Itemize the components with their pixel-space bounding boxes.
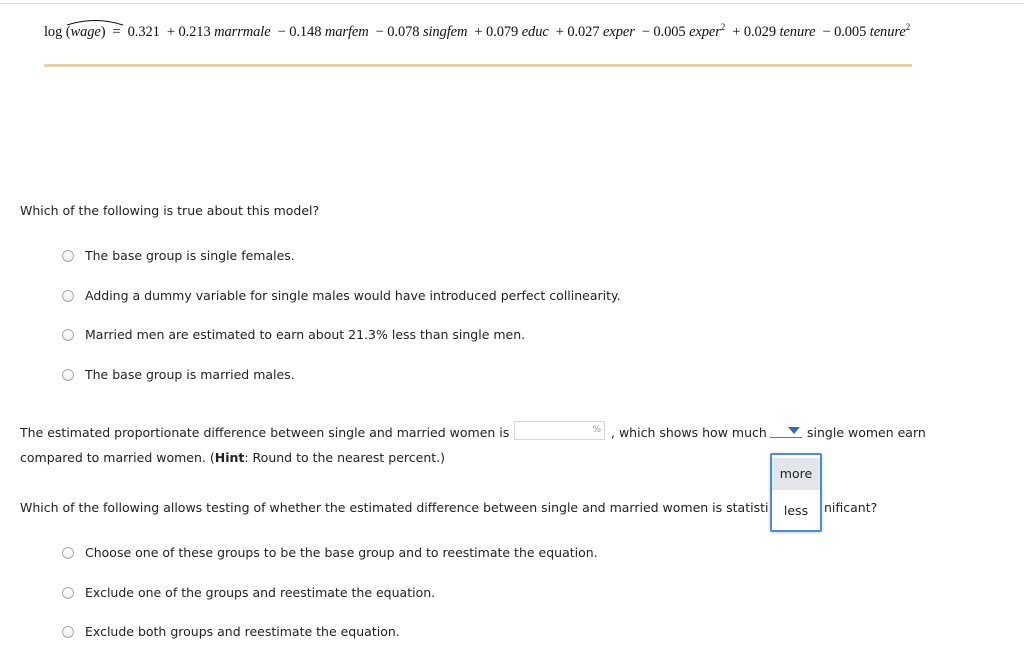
dropdown-options-list xyxy=(770,453,822,532)
equals-sign: = xyxy=(112,24,121,40)
lhs-hat-group: (wage) xyxy=(66,22,106,41)
radio-button[interactable] xyxy=(62,369,74,381)
q1-option-3[interactable] xyxy=(62,327,525,342)
hint-label: Hint xyxy=(214,450,245,465)
q1-option-3-label: Married men are estimated to earn about 21.3% less than single men. xyxy=(85,327,526,342)
term-1: + 0.213 marrmale xyxy=(166,24,271,40)
question-3-prompt-right: nificant? xyxy=(824,500,878,515)
percent-input[interactable] xyxy=(515,422,593,439)
q1-option-2-label: Adding a dummy variable for single males would have introduced perfect collinearity. xyxy=(85,288,621,303)
q3-option-3[interactable] xyxy=(62,624,400,639)
term-3: − 0.078 singfem xyxy=(375,24,468,40)
hat-icon xyxy=(66,18,124,26)
question-3-prompt-left: Which of the following allows testing of whether the estimated difference between single and married women is statisti xyxy=(20,500,769,515)
question-3-prompt xyxy=(20,500,768,515)
lhs-function: log xyxy=(44,24,63,40)
question-2-line-2: compared to married women. (Hint: Round to the nearest percent.) xyxy=(20,450,446,465)
question-1-prompt: Which of the following is true about this model? xyxy=(20,203,320,218)
term-8: − 0.005 tenure$^2$ xyxy=(822,22,911,40)
radio-button[interactable] xyxy=(62,329,74,341)
intercept: 0.321 xyxy=(127,24,160,40)
q1-option-1[interactable] xyxy=(62,248,295,263)
term-7: + 0.029 tenure xyxy=(732,24,816,40)
percent-answer-box xyxy=(514,421,605,440)
question-2-text-after: single women earn xyxy=(807,425,926,440)
radio-button[interactable] xyxy=(62,547,74,559)
radio-button[interactable] xyxy=(62,587,74,599)
question-2-text-before: The estimated proportionate difference between single and married women is xyxy=(20,425,510,440)
equation-underline xyxy=(44,64,912,67)
dropdown-option-less[interactable]: less xyxy=(783,503,809,518)
term-5: + 0.027 exper xyxy=(555,24,635,40)
top-divider xyxy=(0,3,1024,4)
q3-option-2-label: Exclude one of the groups and reestimate the equation. xyxy=(85,585,436,600)
percent-unit: % xyxy=(592,425,601,435)
dropdown-arrow-icon[interactable] xyxy=(788,427,800,434)
radio-button[interactable] xyxy=(62,290,74,302)
q1-option-2[interactable] xyxy=(62,288,621,303)
q3-option-1-label: Choose one of these groups to be the base group and to reestimate the equation. xyxy=(85,545,598,560)
term-2: − 0.148 marfem xyxy=(277,24,369,40)
q1-option-4-label: The base group is married males. xyxy=(85,367,295,382)
more-less-dropdown[interactable] xyxy=(770,423,802,438)
regression-equation xyxy=(44,22,910,41)
q3-option-3-label: Exclude both groups and reestimate the equation. xyxy=(85,624,400,639)
radio-button[interactable] xyxy=(62,626,74,638)
q3-option-2[interactable] xyxy=(62,585,435,600)
q1-option-1-label: The base group is single females. xyxy=(85,248,295,263)
question-2-text-middle: , which shows how much xyxy=(611,425,767,440)
dropdown-option-more[interactable]: more xyxy=(772,458,820,490)
term-4: + 0.079 educ xyxy=(474,24,549,40)
term-6: − 0.005 exper$^2$ xyxy=(641,22,726,40)
radio-button[interactable] xyxy=(62,250,74,262)
q3-option-1[interactable] xyxy=(62,545,598,560)
q1-option-4[interactable] xyxy=(62,367,295,382)
lhs-variable: wage xyxy=(70,24,101,40)
